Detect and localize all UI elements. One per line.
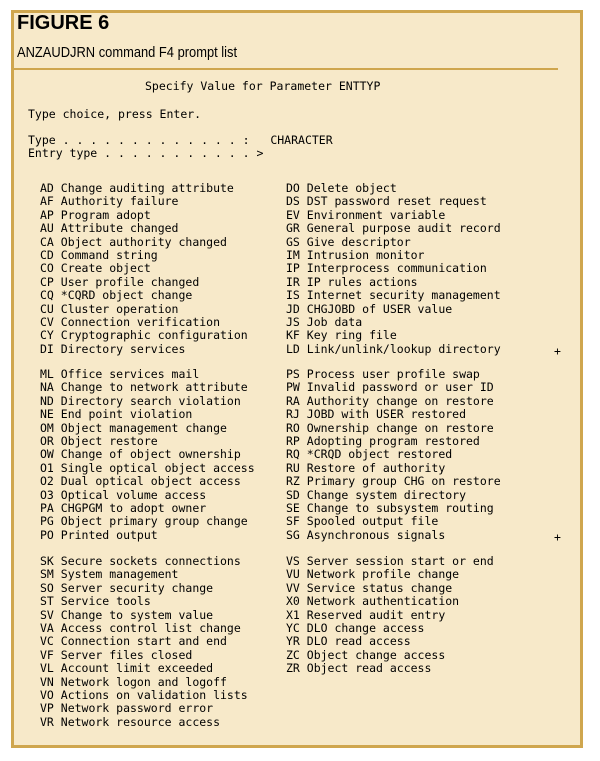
screen-title: Specify Value for Parameter ENTTYP xyxy=(145,79,381,93)
option-item[interactable]: ZC Object change access xyxy=(286,647,446,662)
option-item[interactable]: VV Service status change xyxy=(286,580,453,595)
option-item[interactable]: GS Give descriptor xyxy=(286,234,411,249)
option-column-left xyxy=(40,555,248,729)
option-item[interactable]: VC Connection start and end xyxy=(40,634,227,649)
option-item[interactable]: SV Change to system value xyxy=(40,607,214,622)
option-item[interactable]: VA Access control list change xyxy=(40,620,241,635)
option-column-right xyxy=(286,182,501,356)
option-item[interactable]: AP Program adopt xyxy=(40,207,151,222)
option-item[interactable]: VR Network resource access xyxy=(40,714,221,729)
option-item[interactable]: IP Interprocess communication xyxy=(286,261,487,276)
option-item[interactable]: JS Job data xyxy=(286,314,363,329)
option-item[interactable]: RJ JOBD with USER restored xyxy=(286,407,467,422)
option-item[interactable]: SO Server security change xyxy=(40,580,214,595)
more-indicator: + xyxy=(554,529,561,544)
figure-caption: ANZAUDJRN command F4 prompt list xyxy=(17,44,238,61)
prompt-text: Type choice, press Enter. xyxy=(28,107,202,121)
option-item[interactable]: NA Change to network attribute xyxy=(40,380,248,395)
option-item[interactable]: PG Object primary group change xyxy=(40,514,248,529)
option-item[interactable]: VU Network profile change xyxy=(286,567,460,582)
more-indicator: + xyxy=(554,343,561,358)
option-item[interactable]: CP User profile changed xyxy=(40,274,200,289)
option-item[interactable]: OM Object management change xyxy=(40,420,227,435)
option-item[interactable]: AF Authority failure xyxy=(40,194,179,209)
option-item[interactable]: IS Internet security management xyxy=(286,288,501,303)
option-item[interactable]: VF Server files closed xyxy=(40,647,193,662)
option-item[interactable]: SK Secure sockets connections xyxy=(40,554,241,568)
entry-type-field[interactable]: Entry type . . . . . . . . . . . > xyxy=(28,146,264,160)
option-item[interactable]: PW Invalid password or user ID xyxy=(286,380,494,395)
option-item[interactable]: SD Change system directory xyxy=(286,487,467,502)
option-item[interactable]: CO Create object xyxy=(40,261,151,276)
option-item[interactable]: CQ *CQRD object change xyxy=(40,288,193,303)
option-item[interactable]: IR IP rules actions xyxy=(286,274,418,289)
option-item[interactable]: VS Server session start or end xyxy=(286,554,494,568)
option-column-left xyxy=(40,368,255,542)
option-item[interactable]: DI Directory services xyxy=(40,341,186,356)
option-item[interactable]: O1 Single optical object access xyxy=(40,460,255,475)
option-item[interactable]: JD CHGJOBD of USER value xyxy=(286,301,453,316)
option-item[interactable]: AD Change auditing attribute xyxy=(40,181,234,195)
option-item[interactable]: ZR Object read access xyxy=(286,661,432,676)
option-item[interactable]: KF Key ring file xyxy=(286,328,397,343)
option-item[interactable]: CD Command string xyxy=(40,247,158,262)
option-item[interactable]: O2 Dual optical object access xyxy=(40,474,241,489)
option-column-right xyxy=(286,555,494,676)
option-item[interactable]: ST Service tools xyxy=(40,594,151,609)
option-item[interactable]: VN Network logon and logoff xyxy=(40,674,227,689)
option-item[interactable]: CY Cryptographic configuration xyxy=(40,328,248,343)
option-item[interactable]: ML Office services mail xyxy=(40,367,200,381)
option-item[interactable]: DO Delete object xyxy=(286,181,397,195)
option-item[interactable]: PA CHGPGM to adopt owner xyxy=(40,500,207,515)
option-item[interactable]: RQ *CRQD object restored xyxy=(286,447,453,462)
option-item[interactable]: OR Object restore xyxy=(40,433,158,448)
option-item[interactable]: SG Asynchronous signals xyxy=(286,527,446,542)
figure-label: FIGURE 6 xyxy=(17,12,110,34)
option-item[interactable]: DS DST password reset request xyxy=(286,194,487,209)
option-item[interactable]: EV Environment variable xyxy=(286,207,446,222)
option-item[interactable]: GR General purpose audit record xyxy=(286,221,501,236)
option-item[interactable]: CA Object authority changed xyxy=(40,234,227,249)
option-item[interactable]: SF Spooled output file xyxy=(286,514,439,529)
option-item[interactable]: NE End point violation xyxy=(40,407,193,422)
option-item[interactable]: LD Link/unlink/lookup directory xyxy=(286,341,501,356)
option-item[interactable]: RU Restore of authority xyxy=(286,460,446,475)
option-item[interactable]: ND Directory search violation xyxy=(40,393,241,408)
option-item[interactable]: PO Printed output xyxy=(40,527,158,542)
option-item[interactable]: YR DLO read access xyxy=(286,634,411,649)
option-item[interactable]: IM Intrusion monitor xyxy=(286,247,425,262)
option-item[interactable]: AU Attribute changed xyxy=(40,221,179,236)
option-item[interactable]: PS Process user profile swap xyxy=(286,367,480,381)
option-column-right xyxy=(286,368,501,542)
option-item[interactable]: RO Ownership change on restore xyxy=(286,420,494,435)
divider xyxy=(14,68,558,70)
option-item[interactable]: RP Adopting program restored xyxy=(286,433,480,448)
option-item[interactable]: CV Connection verification xyxy=(40,314,221,329)
type-field: Type . . . . . . . . . . . . . : CHARACTER xyxy=(28,133,333,147)
option-item[interactable]: RA Authority change on restore xyxy=(286,393,494,408)
option-item[interactable]: OW Change of object ownership xyxy=(40,447,241,462)
option-item[interactable]: X1 Reserved audit entry xyxy=(286,607,446,622)
option-item[interactable]: SE Change to subsystem routing xyxy=(286,500,494,515)
option-item[interactable]: VL Account limit exceeded xyxy=(40,661,214,676)
option-column-left xyxy=(40,182,248,356)
option-item[interactable]: SM System management xyxy=(40,567,179,582)
option-item[interactable]: YC DLO change access xyxy=(286,620,425,635)
option-item[interactable]: X0 Network authentication xyxy=(286,594,460,609)
option-item[interactable]: VO Actions on validation lists xyxy=(40,687,248,702)
option-item[interactable]: RZ Primary group CHG on restore xyxy=(286,474,501,489)
option-item[interactable]: CU Cluster operation xyxy=(40,301,179,316)
option-item[interactable]: O3 Optical volume access xyxy=(40,487,207,502)
option-item[interactable]: VP Network password error xyxy=(40,701,214,716)
